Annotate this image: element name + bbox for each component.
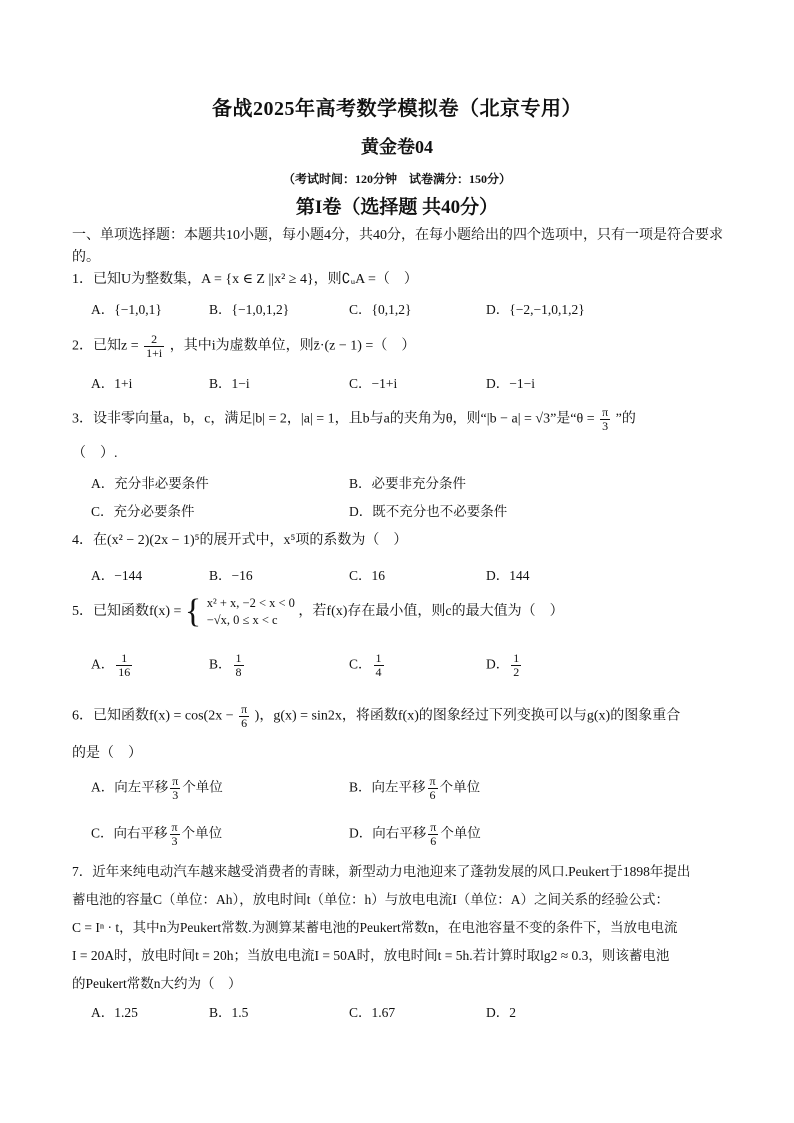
question-6-option-c-den: 3 <box>171 834 178 848</box>
question-5-cases <box>207 595 295 629</box>
question-3-stem-pre: 3．设非零向量a，b，c，满足|b| = 2，|a| = 1，且b与a的夹角为θ，则“|b − a| = √3”是“θ = <box>72 411 595 427</box>
question-6-option-a-fraction <box>170 775 180 802</box>
question-7-line-3: C = Iⁿ · t，其中n为Peukert常数.为测算某蓄电池的Peukert常数n，在电池容量不变的条件下，当放电电流 <box>72 920 678 935</box>
question-6-option-c <box>91 821 222 848</box>
question-5-option-c-num: 1 <box>375 651 382 665</box>
question-4-option-d: D．144 <box>486 568 530 583</box>
question-2-fraction <box>144 333 164 360</box>
question-5-option-c-fraction <box>374 652 384 679</box>
question-6-option-a-label: A．向左平移 <box>91 779 169 795</box>
question-3-stem <box>72 406 722 436</box>
question-5-option-b-fraction <box>234 652 244 679</box>
question-4-option-b: B．−16 <box>209 568 253 583</box>
question-4-stem: 4．在(x² − 2)(2x − 1)⁵的展开式中，x⁵项的系数为（ ） <box>72 533 408 548</box>
question-6-stem-line2: 的是（ ） <box>72 746 142 761</box>
section-intro: 一、单项选择题：本题共10小题，每小题4分，共40分，在每小题给出的四个选项中，只有一项是符合要求的。 <box>72 228 723 265</box>
question-6-fraction-den: 6 <box>241 716 248 730</box>
question-5-option-c-label: C． <box>349 656 372 672</box>
question-1-option-b: B．{−1,0,1,2} <box>209 302 290 317</box>
question-7-options <box>91 1001 731 1023</box>
question-6-stem-post: )，g(x) = sin2x，将函数f(x)的图象经过下列变换可以与g(x)的图象重合 <box>254 708 681 724</box>
question-6-fraction <box>239 703 249 730</box>
question-6-option-d-suffix: 个单位 <box>440 825 481 841</box>
question-3-fraction <box>600 406 610 433</box>
question-3-options-row2 <box>91 500 731 522</box>
question-6-option-c-num: π <box>171 820 178 834</box>
question-6-option-b-den: 6 <box>429 788 436 802</box>
question-4-option-c: C．16 <box>349 568 386 583</box>
question-2-options <box>91 372 731 394</box>
question-7-line-5: 的Peukert常数n大约为（ ） <box>72 976 242 991</box>
question-7-line-2: 蓄电池的容量C（单位：Ah），放电时间t（单位：h）与放电电流I（单位：A）之间关系的经验公式： <box>72 892 669 907</box>
question-5-option-a <box>91 652 134 679</box>
question-3-fraction-den: 3 <box>602 419 609 433</box>
question-6-option-d-den: 6 <box>430 834 437 848</box>
question-6-option-b-num: π <box>429 774 436 788</box>
question-5-option-c-den: 4 <box>375 665 382 679</box>
question-2-stem <box>72 333 722 363</box>
question-5-option-a-num: 1 <box>116 652 132 666</box>
exam-title: 备战2025年高考数学模拟卷（北京专用） <box>212 98 582 120</box>
question-5-option-b-num: 1 <box>235 651 242 665</box>
question-5-stem-pre: 5．已知函数f(x) = <box>72 604 182 620</box>
question-3-fraction-num: π <box>602 405 609 419</box>
question-2-stem-post: ，其中i为虚数单位，则z̄·(z − 1) =（ ） <box>169 338 416 354</box>
question-2-option-b: B．1−i <box>209 376 250 391</box>
question-5-options <box>91 652 731 688</box>
question-6-option-d-fraction <box>428 821 438 848</box>
question-3-option-a: A．充分非必要条件 <box>91 476 209 491</box>
exam-subtitle: 黄金卷04 <box>361 137 433 157</box>
question-5-stem-post: ，若f(x)存在最小值，则c的最大值为（ ） <box>298 604 564 620</box>
question-5-case-1: x² + x, −2 < x < 0 <box>206 596 295 610</box>
question-3-stem-post: ”的 <box>615 411 636 427</box>
question-5-option-d <box>486 652 523 679</box>
question-6-option-a-num: π <box>172 774 179 788</box>
question-7-option-a: A．1.25 <box>91 1005 138 1020</box>
question-3-option-c: C．充分必要条件 <box>91 504 195 519</box>
question-6-option-d-num: π <box>430 820 437 834</box>
question-6-option-b-label: B．向左平移 <box>349 779 426 795</box>
question-7-line-1: 7．近年来纯电动汽车越来越受消费者的青睐，新型动力电池迎来了蓬勃发展的风口.Peukert于1898年提出 <box>72 864 691 879</box>
question-6-option-c-suffix: 个单位 <box>181 825 223 841</box>
question-3-options-row1 <box>91 472 731 494</box>
exam-info: （考试时间：120分钟 试卷满分：150分） <box>282 172 511 186</box>
question-6-options-row1 <box>91 775 731 807</box>
question-6-option-d-label: D．向右平移 <box>349 825 427 841</box>
question-5-brace: { <box>184 593 202 630</box>
question-3-option-d: D．既不充分也不必要条件 <box>349 504 508 519</box>
question-6-fraction-num: π <box>241 702 248 716</box>
question-2-option-c: C．−1+i <box>349 376 398 391</box>
question-6-option-c-fraction <box>170 821 180 848</box>
question-5-option-d-label: D． <box>486 656 510 672</box>
question-2-option-a: A．1+i <box>91 376 133 391</box>
question-2-option-d: D．−1−i <box>486 376 535 391</box>
question-6-options-row2 <box>91 821 731 853</box>
question-2-fraction-den: 1+i <box>146 346 163 360</box>
question-4-option-a: A．−144 <box>91 568 143 583</box>
question-2-fraction-num: 2 <box>144 333 164 347</box>
question-3-option-b: B．必要非充分条件 <box>349 476 467 491</box>
question-7-option-b: B．1.5 <box>209 1005 249 1020</box>
question-6-option-b-fraction <box>428 775 438 802</box>
question-5-option-d-num: 1 <box>513 651 520 665</box>
question-7-option-d: D．2 <box>486 1005 516 1020</box>
question-5-option-d-den: 2 <box>513 665 520 679</box>
question-1-stem: 1．已知U为整数集，A = {x ∈ Z ||x² ≥ 4}，则∁ᵤA =（ ） <box>72 272 418 287</box>
question-5-stem <box>72 595 722 635</box>
question-5-case-2: −√x, 0 ≤ x < c <box>206 613 278 627</box>
question-6-stem <box>72 703 722 737</box>
question-2-stem-pre: 2．已知z = <box>72 338 139 354</box>
question-1-option-d: D．{−2,−1,0,1,2} <box>486 302 585 317</box>
question-5-option-b-den: 8 <box>235 665 242 679</box>
question-5-option-c <box>349 652 386 679</box>
question-5-option-a-den: 16 <box>118 665 131 679</box>
question-5-option-b-label: B． <box>209 656 232 672</box>
question-5-option-a-label: A． <box>91 656 115 672</box>
question-5-option-a-fraction <box>116 652 132 679</box>
question-1-options <box>91 298 731 320</box>
question-5-option-d-fraction <box>511 652 521 679</box>
question-1-option-a: A．{−1,0,1} <box>91 302 162 317</box>
question-3-stem-line2: （ ）. <box>72 446 118 461</box>
question-6-option-d <box>349 821 481 848</box>
question-6-option-a-den: 3 <box>172 788 179 802</box>
question-6-stem-pre: 6．已知函数f(x) = cos(2x − <box>72 708 234 724</box>
question-7-option-c: C．1.67 <box>349 1005 396 1020</box>
question-4-options <box>91 564 731 586</box>
question-6-option-b-suffix: 个单位 <box>439 779 481 795</box>
question-6-option-a-suffix: 个单位 <box>182 779 223 795</box>
question-6-option-c-label: C．向右平移 <box>91 825 168 841</box>
question-6-option-b <box>349 775 480 802</box>
question-1-option-c: C．{0,1,2} <box>349 302 412 317</box>
question-6-option-a <box>91 775 223 802</box>
question-7-line-4: I = 20A时，放电时间t = 20h；当放电电流I = 50A时，放电时间t = 5h.若计算时取lg2 ≈ 0.3，则该蓄电池 <box>72 948 670 963</box>
question-5-option-b <box>209 652 246 679</box>
part-title: 第I卷（选择题 共40分） <box>295 197 499 218</box>
